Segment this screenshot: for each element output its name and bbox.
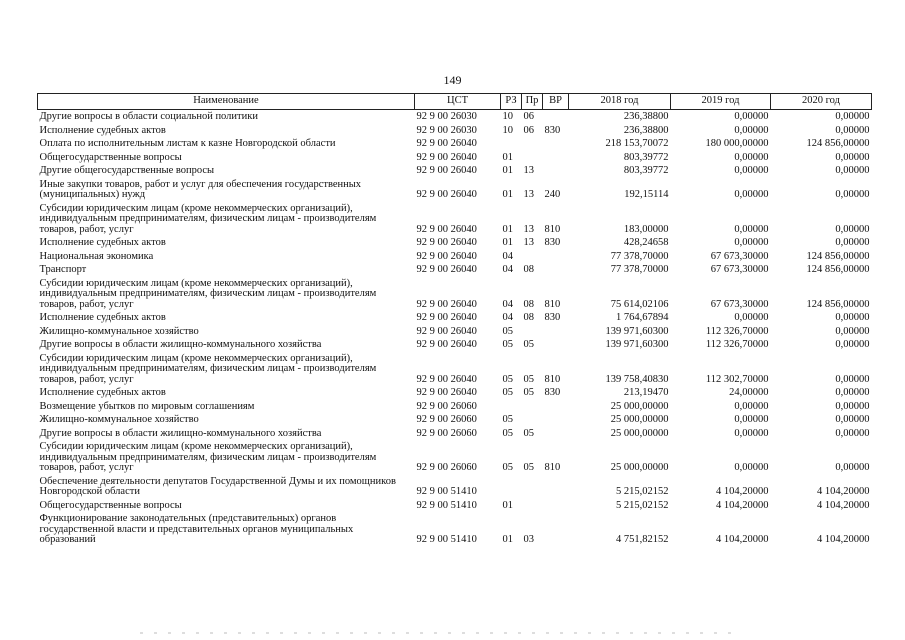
- row-2018: 218 153,70072: [605, 138, 669, 149]
- row-rz: 05: [502, 387, 513, 398]
- table-row: [38, 499, 872, 513]
- row-2019: 0,00000: [734, 223, 769, 235]
- row-2020: 0,00000: [835, 373, 870, 385]
- table-row: [38, 178, 872, 202]
- row-cst: 92 9 00 51410: [416, 486, 477, 497]
- table-row: [38, 263, 872, 277]
- row-2020: 124 856,00000: [806, 250, 870, 262]
- table-row: [38, 151, 872, 165]
- row-2018: 236,38800: [623, 111, 669, 122]
- row-name: Жилищно-коммунальное хозяйство: [39, 325, 199, 337]
- row-2020: 0,00000: [835, 151, 870, 163]
- row-vr: [543, 137, 569, 151]
- row-vr: [543, 263, 569, 277]
- row-2018: 5 215,02152: [616, 499, 669, 511]
- row-2018: 236,38800: [623, 124, 669, 136]
- row-2019: 0,00000: [734, 312, 769, 323]
- row-2018: 192,15114: [624, 189, 669, 200]
- table-row: [38, 325, 872, 339]
- row-pr: 08: [523, 298, 534, 310]
- row-pr: 05: [523, 339, 534, 350]
- row-pr: [522, 137, 543, 151]
- row-cst: 92 9 00 26040: [416, 189, 477, 200]
- row-name: Национальная экономика: [39, 250, 154, 262]
- row-2018: 25 000,00000: [610, 414, 669, 425]
- row-2019: 180 000,00000: [705, 138, 769, 149]
- row-vr: [543, 110, 569, 124]
- row-rz: 04: [502, 250, 513, 262]
- row-pr: [522, 151, 543, 165]
- row-name: Исполнение судебных актов: [39, 387, 166, 398]
- row-pr: 13: [523, 189, 534, 200]
- table-row: [38, 352, 872, 387]
- row-rz: 05: [502, 373, 513, 385]
- header-cst: ЦСТ: [415, 94, 501, 110]
- row-pr: 05: [523, 387, 534, 398]
- row-pr: 03: [523, 534, 534, 545]
- table-row: [38, 400, 872, 414]
- row-2018: 25 000,00000: [610, 462, 669, 473]
- row-cst: 92 9 00 26040: [416, 250, 477, 262]
- row-2019: 0,00000: [734, 124, 769, 136]
- row-cst: 92 9 00 26040: [416, 138, 477, 149]
- header-2019: 2019 год: [671, 94, 771, 110]
- table-row: [38, 110, 872, 124]
- row-2018: 5 215,02152: [616, 486, 669, 497]
- table-row: [38, 413, 872, 427]
- row-name: Общегосударственные вопросы: [39, 151, 182, 163]
- row-pr: [522, 499, 543, 513]
- row-vr: 830: [544, 237, 561, 248]
- row-vr: [543, 250, 569, 264]
- row-rz: 04: [502, 312, 513, 323]
- row-2019: 0,00000: [734, 427, 769, 439]
- row-2020: 0,00000: [835, 111, 870, 122]
- row-pr: [522, 400, 543, 414]
- table-row: [38, 137, 872, 151]
- row-2020: 0,00000: [835, 414, 870, 425]
- row-vr: [543, 151, 569, 165]
- row-rz: [501, 137, 522, 151]
- row-rz: 10: [502, 111, 513, 122]
- row-2018: 1 764,67894: [616, 312, 669, 323]
- row-name: Функционирование законодательных (представительных) органов государственной власти и представительных органов муниципальных образований: [39, 513, 354, 545]
- table-row: [38, 311, 872, 325]
- table-row: [38, 250, 872, 264]
- row-pr: 13: [523, 165, 534, 176]
- row-2019: 67 673,30000: [710, 250, 769, 262]
- row-vr: 830: [544, 312, 561, 323]
- row-pr: [522, 325, 543, 339]
- row-name: Оплата по исполнительным листам к казне Новгородской области: [39, 138, 336, 149]
- row-name: Субсидии юридическим лицам (кроме некоммерческих организаций), индивидуальным предпринимателям, физическим лицам - производителям товаров, работ, услуг: [39, 441, 377, 473]
- row-2018: 183,00000: [623, 223, 669, 235]
- row-rz: [501, 475, 522, 499]
- table-row: [38, 338, 872, 352]
- table-row: [38, 236, 872, 250]
- row-2020: 0,00000: [835, 427, 870, 439]
- row-2018: 803,39772: [623, 165, 669, 176]
- row-vr: [543, 427, 569, 441]
- row-cst: 92 9 00 26040: [416, 237, 477, 248]
- row-2019: 0,00000: [734, 165, 769, 176]
- row-vr: 830: [544, 124, 561, 136]
- row-rz: 05: [502, 427, 513, 439]
- row-name: Другие вопросы в области жилищно-коммунального хозяйства: [39, 427, 322, 439]
- row-rz: 01: [502, 189, 513, 200]
- row-rz: 04: [502, 298, 513, 310]
- row-2018: 803,39772: [623, 151, 669, 163]
- row-2018: 25 000,00000: [610, 427, 669, 439]
- row-vr: 240: [544, 189, 561, 200]
- row-vr: [543, 164, 569, 178]
- row-vr: 810: [544, 373, 561, 385]
- table-row: [38, 124, 872, 138]
- row-cst: 92 9 00 26040: [416, 298, 477, 310]
- row-vr: 810: [544, 223, 561, 235]
- row-name: Исполнение судебных актов: [39, 237, 166, 248]
- row-rz: 01: [502, 534, 513, 545]
- row-cst: 92 9 00 26030: [416, 124, 477, 136]
- row-rz: 01: [502, 223, 513, 235]
- row-vr: [543, 400, 569, 414]
- row-2020: 4 104,20000: [817, 499, 870, 511]
- row-pr: [522, 413, 543, 427]
- row-2020: 0,00000: [835, 325, 870, 337]
- row-rz: 05: [502, 414, 513, 425]
- row-2018: 428,24658: [623, 237, 669, 248]
- row-vr: [543, 325, 569, 339]
- row-rz: 01: [502, 499, 513, 511]
- row-2020: 0,00000: [835, 462, 870, 473]
- row-rz: 10: [502, 124, 513, 136]
- row-cst: 92 9 00 51410: [416, 534, 477, 545]
- row-vr: [543, 512, 569, 547]
- row-vr: 830: [544, 387, 561, 398]
- row-pr: 05: [523, 462, 534, 473]
- table-body: [38, 110, 872, 547]
- row-2018: 77 378,70000: [610, 264, 669, 275]
- row-2019: 4 104,20000: [716, 534, 769, 545]
- row-cst: 92 9 00 26060: [416, 400, 477, 412]
- header-pr: Пр: [522, 94, 543, 110]
- table-row: [38, 440, 872, 475]
- row-2019: 0,00000: [734, 400, 769, 412]
- table-row: [38, 475, 872, 499]
- row-2018: 213,19470: [623, 387, 669, 398]
- row-rz: 05: [502, 462, 513, 473]
- row-name: Транспорт: [39, 264, 87, 275]
- row-name: Другие вопросы в области социальной политики: [39, 111, 258, 122]
- row-2019: 0,00000: [734, 111, 769, 122]
- row-2018: 77 378,70000: [610, 250, 669, 262]
- row-2020: 4 104,20000: [817, 534, 870, 545]
- row-2020: 0,00000: [835, 165, 870, 176]
- row-cst: 92 9 00 26040: [416, 264, 477, 275]
- row-pr: 06: [523, 124, 534, 136]
- row-name: Субсидии юридическим лицам (кроме некоммерческих организаций), индивидуальным предпринимателям, физическим лицам - производителям товаров, работ, услуг: [39, 352, 377, 385]
- row-2020: 0,00000: [835, 387, 870, 398]
- row-2020: 4 104,20000: [817, 486, 870, 497]
- row-2019: 0,00000: [734, 462, 769, 473]
- row-rz: 05: [502, 325, 513, 337]
- row-name: Обеспечение деятельности депутатов Государственной Думы и их помощников Новгородской области: [39, 475, 396, 497]
- row-2020: 0,00000: [835, 124, 870, 136]
- table-row: [38, 427, 872, 441]
- row-2019: 4 104,20000: [716, 499, 769, 511]
- row-rz: 01: [502, 151, 513, 163]
- row-vr: [543, 338, 569, 352]
- row-cst: 92 9 00 26040: [416, 223, 477, 235]
- row-2018: 139 758,40830: [605, 373, 669, 385]
- row-pr: 05: [523, 373, 534, 385]
- row-name: Субсидии юридическим лицам (кроме некоммерческих организаций), индивидуальным предпринимателям, физическим лицам - производителям товаров, работ, услуг: [39, 202, 377, 235]
- row-2019: 0,00000: [734, 151, 769, 163]
- row-name: Жилищно-коммунальное хозяйство: [39, 414, 199, 425]
- row-pr: 13: [523, 237, 534, 248]
- scan-artifact: [140, 632, 740, 634]
- row-name: Исполнение судебных актов: [39, 312, 166, 323]
- row-cst: 92 9 00 26040: [416, 339, 477, 350]
- row-cst: 92 9 00 26030: [416, 111, 477, 122]
- header-2020: 2020 год: [771, 94, 872, 110]
- row-2019: 112 326,70000: [705, 339, 769, 350]
- header-vr: ВР: [543, 94, 569, 110]
- row-name: Исполнение судебных актов: [39, 124, 166, 136]
- header-name: Наименование: [38, 94, 415, 110]
- row-name: Общегосударственные вопросы: [39, 499, 182, 511]
- row-vr: 810: [544, 462, 561, 473]
- row-2020: 0,00000: [835, 223, 870, 235]
- row-name: Иные закупки товаров, работ и услуг для обеспечения государственных (муниципальных) нужд: [39, 178, 362, 200]
- row-pr: 08: [523, 264, 534, 275]
- row-vr: [543, 413, 569, 427]
- row-2019: 0,00000: [734, 189, 769, 200]
- row-cst: 92 9 00 51410: [416, 499, 477, 511]
- row-2020: 124 856,00000: [806, 138, 870, 149]
- row-cst: 92 9 00 26060: [416, 427, 477, 439]
- row-2020: 124 856,00000: [806, 264, 870, 275]
- row-2018: 4 751,82152: [616, 534, 669, 545]
- row-2018: 139 971,60300: [605, 339, 669, 350]
- row-2018: 75 614,02106: [610, 298, 669, 310]
- row-name: Другие общегосударственные вопросы: [39, 165, 215, 176]
- row-2019: 67 673,30000: [710, 264, 769, 275]
- header-rz: РЗ: [501, 94, 522, 110]
- row-2020: 0,00000: [835, 189, 870, 200]
- row-2020: 0,00000: [835, 312, 870, 323]
- row-rz: 05: [502, 339, 513, 350]
- row-pr: 05: [523, 427, 534, 439]
- row-2019: 112 326,70000: [705, 325, 769, 337]
- row-cst: 92 9 00 26040: [416, 151, 477, 163]
- row-name: Другие вопросы в области жилищно-коммунального хозяйства: [39, 339, 322, 350]
- row-2019: 0,00000: [734, 414, 769, 425]
- row-cst: 92 9 00 26040: [416, 325, 477, 337]
- row-rz: 04: [502, 264, 513, 275]
- row-pr: [522, 475, 543, 499]
- row-2019: 24,00000: [729, 387, 769, 398]
- table-row: [38, 202, 872, 237]
- page-number: 149: [443, 73, 462, 87]
- row-cst: 92 9 00 26060: [416, 462, 477, 473]
- header-2018: 2018 год: [569, 94, 671, 110]
- row-2020: 124 856,00000: [806, 298, 870, 310]
- table-row: [38, 386, 872, 400]
- row-2019: 4 104,20000: [716, 486, 769, 497]
- row-name: Субсидии юридическим лицам (кроме некоммерческих организаций), индивидуальным предпринимателям, физическим лицам - производителям товаров, работ, услуг: [39, 277, 377, 310]
- row-pr: [522, 250, 543, 264]
- row-rz: 01: [502, 237, 513, 248]
- row-vr: 810: [544, 298, 561, 310]
- row-2020: 0,00000: [835, 237, 870, 248]
- row-vr: [543, 475, 569, 499]
- row-pr: 08: [523, 312, 534, 323]
- row-cst: 92 9 00 26040: [416, 373, 477, 385]
- row-vr: [543, 499, 569, 513]
- row-cst: 92 9 00 26040: [416, 387, 477, 398]
- row-2019: 112 302,70000: [705, 373, 769, 385]
- row-name: Возмещение убытков по мировым соглашениям: [39, 400, 255, 412]
- row-cst: 92 9 00 26040: [416, 165, 477, 176]
- row-2019: 0,00000: [734, 237, 769, 248]
- row-2020: 0,00000: [835, 400, 870, 412]
- table-row: [38, 512, 872, 547]
- row-rz: [501, 400, 522, 414]
- row-rz: 01: [502, 165, 513, 176]
- budget-table: [37, 93, 872, 547]
- row-2019: 67 673,30000: [710, 298, 769, 310]
- row-2018: 139 971,60300: [605, 325, 669, 337]
- row-pr: 06: [523, 111, 534, 122]
- table-header-row: [38, 94, 872, 110]
- table-row: [38, 277, 872, 312]
- row-2020: 0,00000: [835, 339, 870, 350]
- row-cst: 92 9 00 26060: [416, 414, 477, 425]
- row-2018: 25 000,00000: [610, 400, 669, 412]
- row-pr: 13: [523, 223, 534, 235]
- table-row: [38, 164, 872, 178]
- row-cst: 92 9 00 26040: [416, 312, 477, 323]
